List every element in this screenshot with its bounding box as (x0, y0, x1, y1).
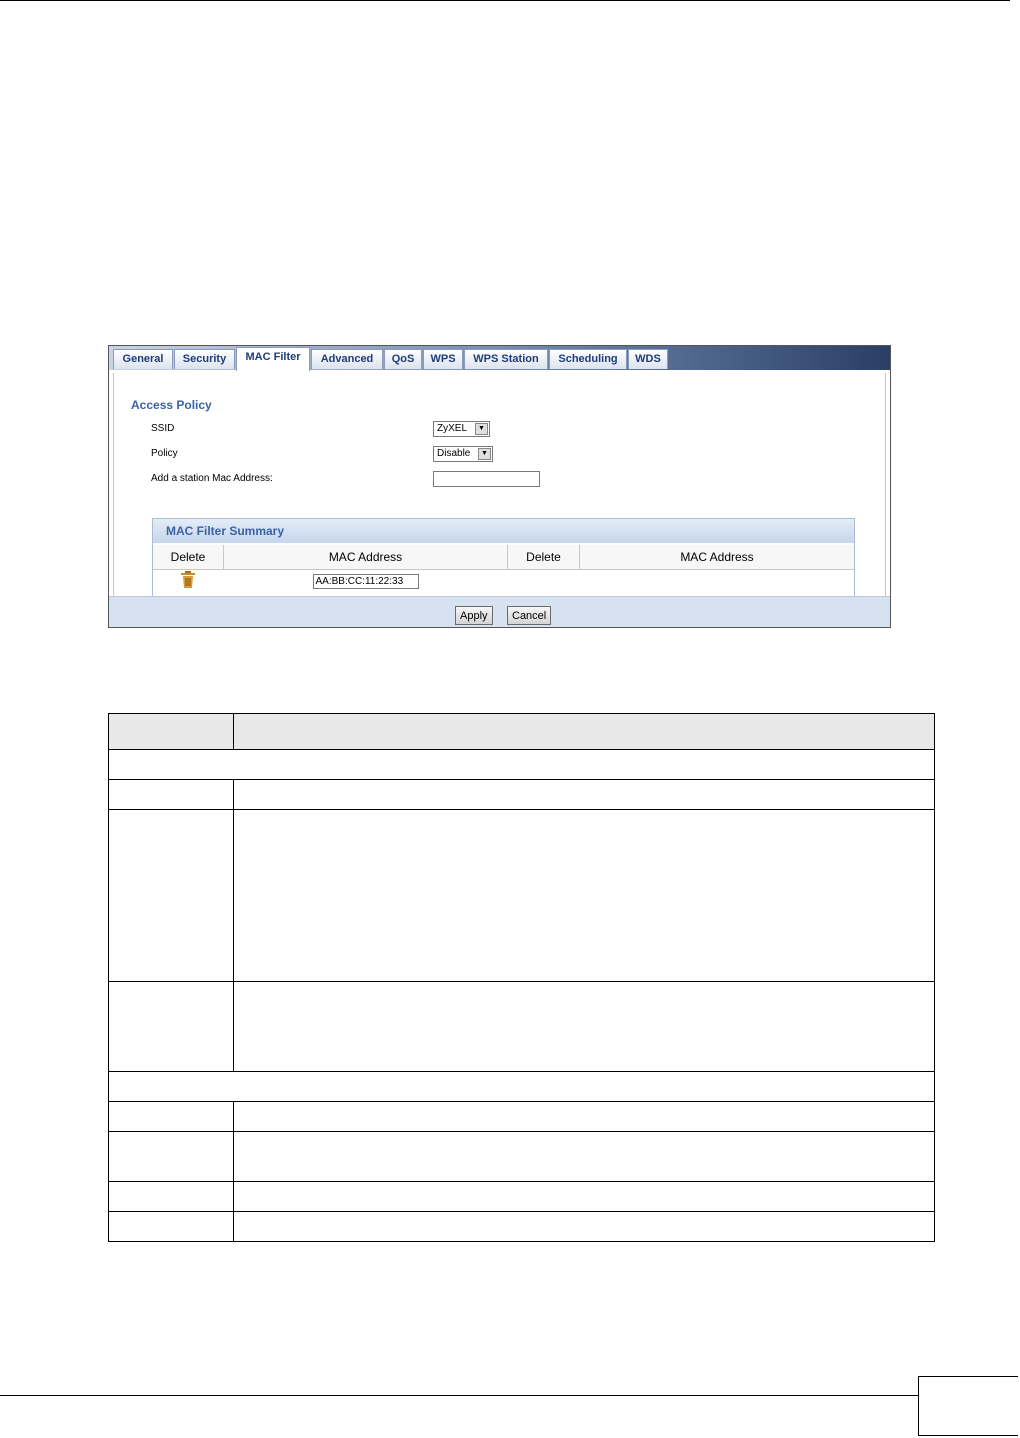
add-mac-input[interactable] (433, 471, 540, 487)
policy-select[interactable] (433, 446, 493, 462)
summary-table (153, 545, 854, 592)
summary-title: MAC Filter Summary (153, 519, 854, 543)
page-number-box (918, 1376, 1018, 1436)
col-mac-2: MAC Address (580, 545, 855, 570)
bottom-rule (0, 1395, 918, 1396)
button-bar (109, 596, 890, 627)
table-row (109, 750, 935, 780)
cancel-button[interactable]: Cancel (507, 606, 551, 625)
tab-bar (109, 346, 890, 370)
apply-button[interactable]: Apply (455, 606, 493, 625)
ssid-select-value: ZyXEL (437, 423, 468, 434)
tab-qos[interactable]: QoS (384, 349, 422, 369)
tab-wds[interactable]: WDS (628, 349, 668, 369)
policy-label: Policy (151, 448, 178, 459)
table-row (109, 1072, 935, 1102)
chevron-down-icon: ▼ (478, 448, 491, 460)
trash-icon[interactable] (181, 571, 195, 588)
policy-select-value: Disable (437, 448, 471, 459)
tab-wps[interactable]: WPS (423, 349, 463, 369)
mac-filter-summary (152, 518, 855, 598)
col-delete-1: Delete (153, 545, 224, 570)
mac-filter-screenshot (108, 345, 891, 628)
ssid-select[interactable] (433, 421, 490, 437)
ssid-label: SSID (151, 423, 175, 434)
description-table (108, 713, 935, 1242)
col-delete-2: Delete (508, 545, 580, 570)
top-rule (0, 0, 1010, 1)
tab-security[interactable]: Security (174, 349, 235, 369)
table-row (153, 570, 854, 593)
add-mac-label: Add a station Mac Address: (151, 473, 273, 484)
access-policy-title: Access Policy (131, 398, 212, 412)
tab-general[interactable]: General (113, 349, 173, 369)
tab-scheduling[interactable]: Scheduling (549, 349, 627, 369)
chevron-down-icon: ▼ (475, 423, 488, 435)
mac-address-field[interactable]: AA:BB:CC:11:22:33 (313, 574, 419, 589)
col-mac-1: MAC Address (224, 545, 508, 570)
tab-wps-station[interactable]: WPS Station (464, 349, 548, 369)
tab-mac-filter[interactable]: MAC Filter (236, 347, 310, 371)
tab-advanced[interactable]: Advanced (311, 349, 383, 369)
